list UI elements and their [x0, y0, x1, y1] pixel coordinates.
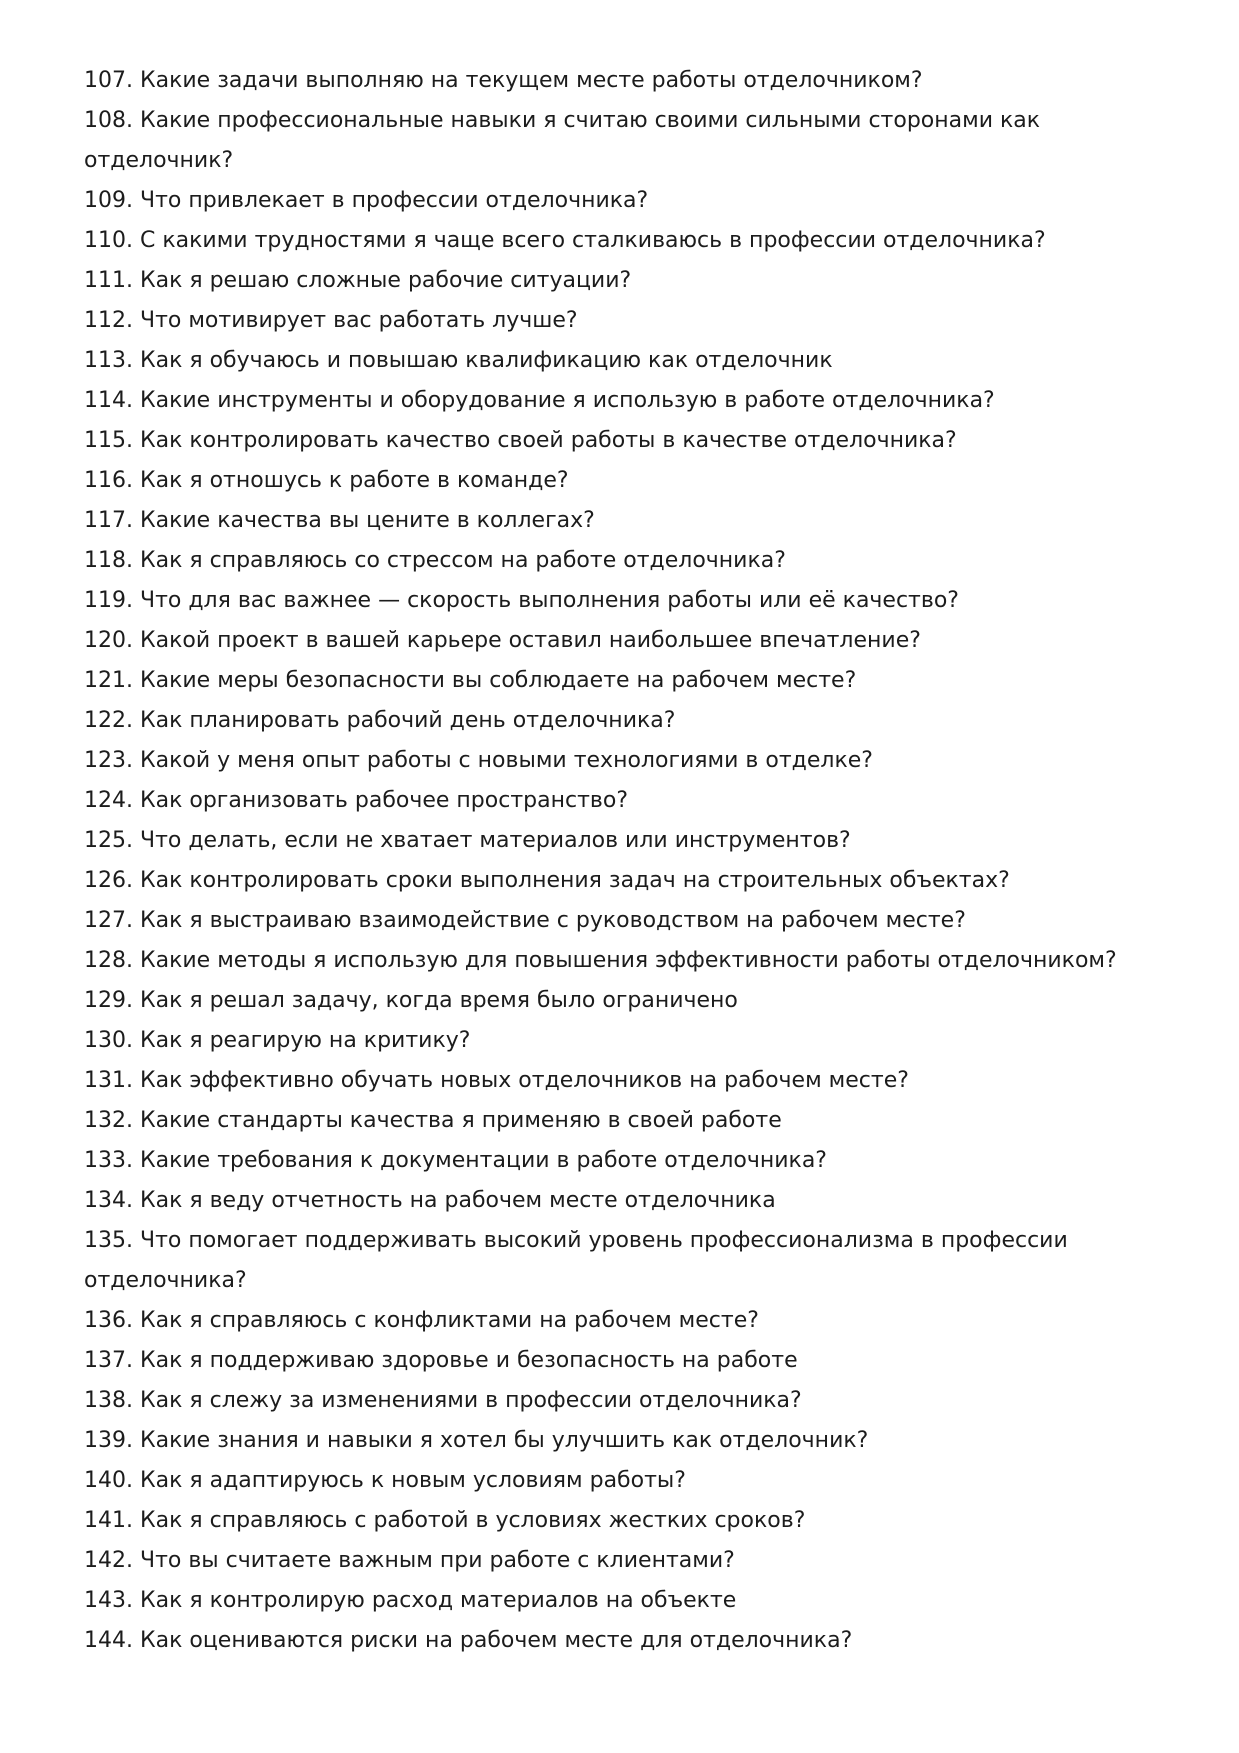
question-item — [84, 461, 1164, 501]
question-item — [84, 621, 1164, 661]
question-item — [84, 1061, 1164, 1101]
question-text: Как планировать рабочий день отделочника? — [139, 708, 676, 733]
question-item — [84, 781, 1164, 821]
question-text: Какие знания и навыки я хотел бы улучшить как отделочник? — [139, 1428, 869, 1453]
question-number: 122. — [84, 708, 133, 733]
question-number: 131. — [84, 1068, 133, 1093]
question-text: Как я решаю сложные рабочие ситуации? — [139, 268, 632, 293]
question-text: Какие профессиональные навыки я считаю своими сильными сторонами как отделочник? — [84, 108, 1041, 173]
question-item — [84, 421, 1164, 461]
question-number: 135. — [84, 1228, 133, 1253]
question-text: Как организовать рабочее пространство? — [139, 788, 628, 813]
question-number: 110. — [84, 228, 133, 253]
question-item — [84, 1381, 1164, 1421]
question-item — [84, 1461, 1164, 1501]
question-text: Что помогает поддерживать высокий уровень профессионализма в профессии отделочника? — [84, 1228, 1068, 1293]
question-number: 115. — [84, 428, 133, 453]
question-text: Как эффективно обучать новых отделочников на рабочем месте? — [139, 1068, 909, 1093]
question-number: 126. — [84, 868, 133, 893]
question-number: 118. — [84, 548, 133, 573]
question-number: 117. — [84, 508, 133, 533]
question-text: Как контролировать качество своей работы в качестве отделочника? — [139, 428, 957, 453]
question-number: 139. — [84, 1428, 133, 1453]
question-item — [84, 261, 1164, 301]
question-item — [84, 1341, 1164, 1381]
question-number: 124. — [84, 788, 133, 813]
question-number: 129. — [84, 988, 133, 1013]
question-number: 127. — [84, 908, 133, 933]
question-text: Как я справляюсь с конфликтами на рабочем месте? — [139, 1308, 759, 1333]
question-item — [84, 381, 1164, 421]
question-number: 109. — [84, 188, 133, 213]
question-text: Что для вас важнее — скорость выполнения работы или её качество? — [139, 588, 959, 613]
question-item — [84, 1221, 1164, 1301]
question-number: 132. — [84, 1108, 133, 1133]
question-item — [84, 221, 1164, 261]
question-number: 107. — [84, 68, 133, 93]
question-item — [84, 661, 1164, 701]
question-number: 142. — [84, 1548, 133, 1573]
question-number: 128. — [84, 948, 133, 973]
question-item — [84, 341, 1164, 381]
question-number: 116. — [84, 468, 133, 493]
question-item — [84, 581, 1164, 621]
question-text: С какими трудностями я чаще всего сталкиваюсь в профессии отделочника? — [139, 228, 1046, 253]
question-item — [84, 1621, 1164, 1661]
question-text: Что делать, если не хватает материалов или инструментов? — [139, 828, 851, 853]
question-item — [84, 1421, 1164, 1461]
question-text: Какие инструменты и оборудование я использую в работе отделочника? — [139, 388, 995, 413]
question-item — [84, 1301, 1164, 1341]
question-item — [84, 1181, 1164, 1221]
question-item — [84, 101, 1164, 181]
question-text: Как я веду отчетность на рабочем месте отделочника — [139, 1188, 776, 1213]
question-number: 136. — [84, 1308, 133, 1333]
question-text: Как я поддерживаю здоровье и безопасность на работе — [139, 1348, 798, 1373]
question-number: 144. — [84, 1628, 133, 1653]
question-text: Что привлекает в профессии отделочника? — [139, 188, 649, 213]
question-item — [84, 701, 1164, 741]
question-text: Как я выстраиваю взаимодействие с руководством на рабочем месте? — [139, 908, 966, 933]
question-number: 143. — [84, 1588, 133, 1613]
question-item — [84, 1021, 1164, 1061]
question-number: 134. — [84, 1188, 133, 1213]
question-number: 130. — [84, 1028, 133, 1053]
question-text: Какие меры безопасности вы соблюдаете на рабочем месте? — [139, 668, 857, 693]
question-item — [84, 1141, 1164, 1181]
question-number: 133. — [84, 1148, 133, 1173]
question-text: Как я контролирую расход материалов на объекте — [139, 1588, 737, 1613]
question-item — [84, 861, 1164, 901]
question-text: Как я отношусь к работе в команде? — [139, 468, 569, 493]
question-text: Как я справляюсь с работой в условиях жестких сроков? — [139, 1508, 806, 1533]
question-item — [84, 181, 1164, 221]
question-number: 112. — [84, 308, 133, 333]
question-item — [84, 821, 1164, 861]
question-item — [84, 741, 1164, 781]
question-item — [84, 981, 1164, 1021]
question-item — [84, 1101, 1164, 1141]
question-item — [84, 301, 1164, 341]
question-text: Что вы считаете важным при работе с клиентами? — [139, 1548, 735, 1573]
question-text: Как контролировать сроки выполнения задач на строительных объектах? — [139, 868, 1010, 893]
question-text: Какой у меня опыт работы с новыми технологиями в отделке? — [139, 748, 873, 773]
question-number: 121. — [84, 668, 133, 693]
question-item — [84, 501, 1164, 541]
question-text: Как я слежу за изменениями в профессии отделочника? — [139, 1388, 802, 1413]
question-number: 141. — [84, 1508, 133, 1533]
question-text: Что мотивирует вас работать лучше? — [139, 308, 578, 333]
question-item — [84, 1501, 1164, 1541]
question-list — [84, 61, 1164, 1661]
question-text: Как я адаптируюсь к новым условиям работы? — [139, 1468, 686, 1493]
question-number: 137. — [84, 1348, 133, 1373]
question-number: 111. — [84, 268, 133, 293]
question-text: Какие стандарты качества я применяю в своей работе — [139, 1108, 782, 1133]
question-text: Какой проект в вашей карьере оставил наибольшее впечатление? — [139, 628, 921, 653]
question-number: 119. — [84, 588, 133, 613]
question-text: Как я реагирую на критику? — [139, 1028, 471, 1053]
question-item — [84, 941, 1164, 981]
question-item — [84, 1581, 1164, 1621]
question-text: Какие методы я использую для повышения эффективности работы отделочником? — [139, 948, 1117, 973]
question-text: Какие задачи выполняю на текущем месте работы отделочником? — [139, 68, 923, 93]
question-number: 140. — [84, 1468, 133, 1493]
question-number: 113. — [84, 348, 133, 373]
question-number: 138. — [84, 1388, 133, 1413]
question-item — [84, 1541, 1164, 1581]
question-number: 120. — [84, 628, 133, 653]
question-number: 123. — [84, 748, 133, 773]
question-text: Как я обучаюсь и повышаю квалификацию как отделочник — [139, 348, 833, 373]
question-number: 125. — [84, 828, 133, 853]
question-item — [84, 901, 1164, 941]
question-text: Как я справляюсь со стрессом на работе отделочника? — [139, 548, 786, 573]
question-text: Как я решал задачу, когда время было ограничено — [139, 988, 738, 1013]
question-number: 108. — [84, 108, 133, 133]
question-item — [84, 541, 1164, 581]
question-text: Какие требования к документации в работе отделочника? — [139, 1148, 827, 1173]
question-item — [84, 61, 1164, 101]
question-number: 114. — [84, 388, 133, 413]
question-text: Какие качества вы цените в коллегах? — [139, 508, 595, 533]
question-text: Как оцениваются риски на рабочем месте для отделочника? — [139, 1628, 853, 1653]
